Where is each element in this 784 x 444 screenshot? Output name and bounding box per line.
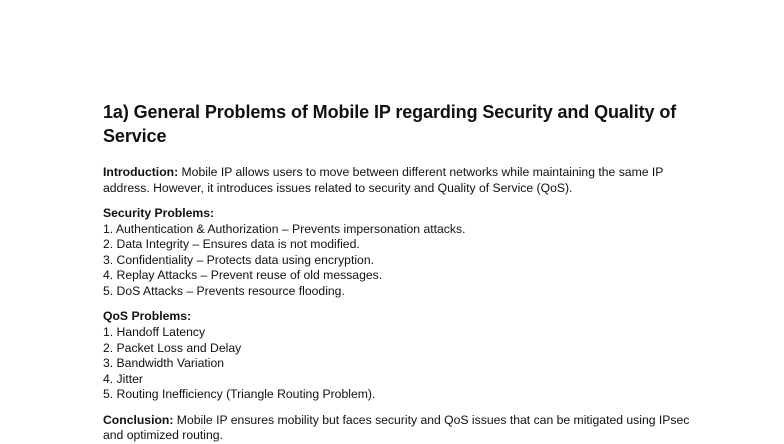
page-title: 1a) General Problems of Mobile IP regarding Security and Quality of Service — [103, 102, 677, 146]
introduction-paragraph — [103, 165, 703, 196]
security-problems-list — [103, 222, 703, 300]
security-problems-section — [103, 206, 703, 299]
list-item: 3. Confidentiality – Protects data using encryption. — [103, 252, 374, 267]
list-item: 1. Handoff Latency — [103, 324, 206, 339]
conclusion-paragraph — [103, 413, 703, 444]
document-page — [103, 100, 703, 444]
conclusion-label: Conclusion: — [103, 412, 174, 427]
list-item: 2. Data Integrity – Ensures data is not modified. — [103, 237, 360, 252]
list-item: 3. Bandwidth Variation — [103, 356, 225, 371]
qos-problems-list — [103, 325, 703, 403]
security-problems-title: Security Problems: — [103, 206, 215, 220]
qos-problems-title: QoS Problems: — [103, 309, 192, 324]
list-item: 4. Jitter — [103, 371, 143, 386]
list-item: 1. Authentication & Authorization – Prevents impersonation attacks. — [103, 221, 466, 236]
list-item: 4. Replay Attacks – Prevent reuse of old messages. — [103, 268, 383, 283]
conclusion-text: Mobile IP ensures mobility but faces security and QoS issues that can be mitigated using IPsec and optimized routing. — [103, 412, 690, 443]
qos-problems-section — [103, 309, 703, 402]
introduction-text: Mobile IP allows users to move between different networks while maintaining the same IP address. However, it introduces issues related to security and Quality of Service (QoS). — [103, 165, 664, 195]
list-item: 5. Routing Inefficiency (Triangle Routing Problem). — [103, 387, 376, 402]
list-item: 2. Packet Loss and Delay — [103, 340, 242, 355]
introduction-label: Introduction: — [103, 165, 179, 179]
list-item: 5. DoS Attacks – Prevents resource flooding. — [103, 283, 345, 298]
